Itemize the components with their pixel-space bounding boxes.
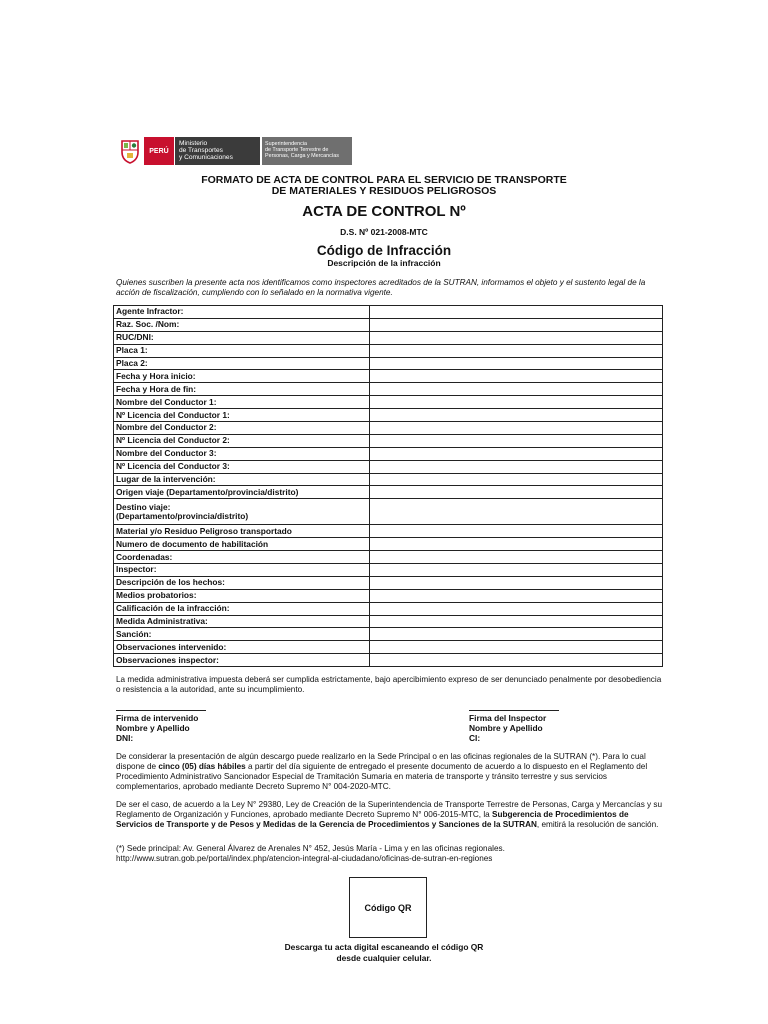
form-row <box>114 344 663 357</box>
form-field-value[interactable] <box>370 525 663 538</box>
form-row <box>114 538 663 551</box>
intro-paragraph: Quienes suscriben la presente acta nos identificamos como inspectores acreditados de la SUTRAN, informamos el objeto y el sustento legal de la acción de fiscalización, cumpliendo con lo señalado en la normativa vigente. <box>116 278 646 297</box>
form-field-value[interactable] <box>370 370 663 383</box>
ministry-label <box>175 137 260 165</box>
sanction-paragraph <box>116 800 664 830</box>
form-field-label: Agente Infractor: <box>114 306 370 319</box>
form-field-value[interactable] <box>370 499 663 525</box>
title-line: FORMATO DE ACTA DE CONTROL PARA EL SERVICIO DE TRANSPORTE <box>201 174 567 186</box>
form-field-label: Observaciones intervenido: <box>114 641 370 654</box>
qr-instruction-line: Descarga tu acta digital escaneando el código QR <box>284 942 484 952</box>
form-row <box>114 576 663 589</box>
form-field-value[interactable] <box>370 306 663 319</box>
form-field-label: Material y/o Residuo Peligroso transportado <box>114 525 370 538</box>
form-row <box>114 422 663 435</box>
form-row <box>114 486 663 499</box>
discharge-paragraph <box>116 752 664 792</box>
signature-block-inspector <box>469 713 546 743</box>
signature-block-intervened <box>116 713 198 743</box>
qr-instruction-line: desde cualquier celular. <box>336 952 432 963</box>
form-field-value[interactable] <box>370 422 663 435</box>
form-field-value[interactable] <box>370 654 663 667</box>
agency-label <box>262 137 352 165</box>
form-field-label: Nº Licencia del Conductor 1: <box>114 409 370 422</box>
form-row <box>114 564 663 577</box>
form-field-label: Nº Licencia del Conductor 3: <box>114 460 370 473</box>
ministry-line: Ministerio <box>179 140 208 147</box>
form-row <box>114 396 663 409</box>
signature-line-inspector <box>469 710 559 711</box>
form-field-label: Fecha y Hora inicio: <box>114 370 370 383</box>
form-row <box>114 383 663 396</box>
form-field-label: Raz. Soc. /Nom: <box>114 318 370 331</box>
form-field-label: Medida Administrativa: <box>114 615 370 628</box>
form-row <box>114 434 663 447</box>
header-logo-bar <box>116 137 352 165</box>
form-row <box>114 628 663 641</box>
form-row <box>114 357 663 370</box>
form-row <box>114 551 663 564</box>
form-row <box>114 499 663 525</box>
form-row <box>114 306 663 319</box>
form-row <box>114 654 663 667</box>
infraction-code-heading: Código de Infracción <box>316 243 452 258</box>
signature-id-label: CI: <box>469 733 481 743</box>
form-field-label-line: Destino viaje: <box>116 501 171 512</box>
paragraph-text: , emitirá la resolución de sanción. <box>536 820 659 829</box>
headquarters-note <box>116 844 664 864</box>
form-row <box>114 370 663 383</box>
form-field-label: Coordenadas: <box>114 551 370 564</box>
form-field-value[interactable] <box>370 641 663 654</box>
form-field-value[interactable] <box>370 602 663 615</box>
form-field-label: Nombre del Conductor 2: <box>114 422 370 435</box>
form-field-label: RUC/DNI: <box>114 331 370 344</box>
signature-label: Firma de intervenido <box>116 713 199 723</box>
form-field-value[interactable] <box>370 615 663 628</box>
form-field-value[interactable] <box>370 538 663 551</box>
administrative-measure-notice: La medida administrativa impuesta deberá ser cumplida estrictamente, bajo apercibimiento expreso de ser denunciado penalmente por desobediencia o resistencia a la autoridad, ante su incumplimiento. <box>116 675 662 694</box>
signature-line-intervened <box>116 710 206 711</box>
form-field-value[interactable] <box>370 460 663 473</box>
form-field-value[interactable] <box>370 628 663 641</box>
ministry-line: de Transportes <box>179 147 223 154</box>
form-field-label: Placa 2: <box>114 357 370 370</box>
form-field-value[interactable] <box>370 383 663 396</box>
infraction-description-label: Descripción de la infracción <box>327 258 441 268</box>
paragraph-text: De ser el caso, de acuerdo a la Ley N° 29380, Ley de Creación de la Superintendencia de Transporte Terrestre de Personas, Carga y Mercancías y su Reglamento de Organización y Funciones, aprobado mediante Decreto Supremo N° 006-2015-MTC, la <box>116 800 663 819</box>
signature-label: Firma del Inspector <box>469 713 547 723</box>
form-field-value[interactable] <box>370 434 663 447</box>
form-field-label: Fecha y Hora de fin: <box>114 383 370 396</box>
form-field-value[interactable] <box>370 551 663 564</box>
form-field-value[interactable] <box>370 318 663 331</box>
form-field-label: Inspector: <box>114 564 370 577</box>
form-field-label-line: (Departamento/provincia/distrito) <box>116 510 249 521</box>
form-field-label: Lugar de la intervención: <box>114 473 370 486</box>
regional-offices-link[interactable]: http://www.sutran.gob.pe/portal/index.php/atencion-integral-al-ciudadano/oficinas-de-sutran-en-regiones <box>116 854 493 863</box>
signature-name-label: Nombre y Apellido <box>116 723 190 733</box>
form-field-value[interactable] <box>370 396 663 409</box>
form-field-value[interactable] <box>370 331 663 344</box>
control-form-table <box>113 305 663 667</box>
qr-code-placeholder <box>349 877 427 938</box>
peru-coat-of-arms-icon <box>116 137 143 165</box>
form-field-label: Nombre del Conductor 3: <box>114 447 370 460</box>
headquarters-address: (*) Sede principal: Av. General Álvarez de Arenales N° 452, Jesús María - Lima y en las oficinas regionales. <box>116 844 505 853</box>
form-field-label: Sanción: <box>114 628 370 641</box>
form-row <box>114 473 663 486</box>
decree-reference: D.S. Nº 021-2008-MTC <box>340 227 428 237</box>
peru-label: PERÚ <box>144 137 174 165</box>
form-field-value[interactable] <box>370 473 663 486</box>
form-field-label: Calificación de la infracción: <box>114 602 370 615</box>
form-row <box>114 460 663 473</box>
title-line: DE MATERIALES Y RESIDUOS PELIGROSOS <box>271 185 497 197</box>
ministry-line: y Comunicaciones <box>179 154 233 161</box>
paragraph-bold-text: Subgerencia de Procedimientos de Servicios de Transporte y de Pesos y Medidas de la Gerencia de Procedimientos y Sanciones de la SUTRAN <box>116 810 629 829</box>
agency-line: Superintendencia <box>265 141 307 147</box>
acta-heading: ACTA DE CONTROL Nº <box>302 203 466 220</box>
form-field-value[interactable] <box>370 486 663 499</box>
signature-id-label: DNI: <box>116 733 134 743</box>
form-field-label: Medios probatorios: <box>114 589 370 602</box>
agency-line: de Transporte Terrestre de <box>265 147 329 153</box>
form-field-value[interactable] <box>370 447 663 460</box>
paragraph-text: a partir del día siguiente de entregado el presente documento de acuerdo a lo dispuesto en el Reglamento del Procedimiento Administrativo Sancionador Especial de Tramitación Sumaria en materia de transporte y tránsito terrestre y sus servicios complementarios, aprobado mediante Decreto Supremo N° 004-2020-MTC. <box>116 762 648 791</box>
form-field-label: Descripción de los hechos: <box>114 576 370 589</box>
qr-code-label: Código QR <box>364 902 412 913</box>
signature-name-label: Nombre y Apellido <box>469 723 543 733</box>
form-field-value[interactable] <box>370 409 663 422</box>
form-row <box>114 525 663 538</box>
form-row <box>114 318 663 331</box>
form-row <box>114 615 663 628</box>
form-field-value[interactable] <box>370 589 663 602</box>
form-field-label: Origen viaje (Departamento/provincia/distrito) <box>114 486 370 499</box>
form-field-label: Nombre del Conductor 1: <box>114 396 370 409</box>
paragraph-bold-text: cinco (05) días hábiles <box>158 762 246 771</box>
form-field-value[interactable] <box>370 564 663 577</box>
document-title <box>0 175 768 197</box>
form-row <box>114 641 663 654</box>
form-row <box>114 602 663 615</box>
form-field-label <box>114 499 370 525</box>
form-field-value[interactable] <box>370 357 663 370</box>
form-row <box>114 589 663 602</box>
form-field-label: Nº Licencia del Conductor 2: <box>114 434 370 447</box>
qr-instructions <box>0 942 768 963</box>
form-field-label: Numero de documento de habilitación <box>114 538 370 551</box>
form-field-label: Placa 1: <box>114 344 370 357</box>
paragraph-text: De considerar la presentación de algún descargo puede realizarlo en la Sede Principal o en las oficinas regionales de la SUTRAN (*). Para lo cual dispone de <box>116 752 646 771</box>
form-field-value[interactable] <box>370 344 663 357</box>
agency-line: Personas, Carga y Mercancías <box>265 153 340 159</box>
form-field-label: Observaciones inspector: <box>114 654 370 667</box>
form-row <box>114 409 663 422</box>
form-row <box>114 447 663 460</box>
form-field-value[interactable] <box>370 576 663 589</box>
form-row <box>114 331 663 344</box>
